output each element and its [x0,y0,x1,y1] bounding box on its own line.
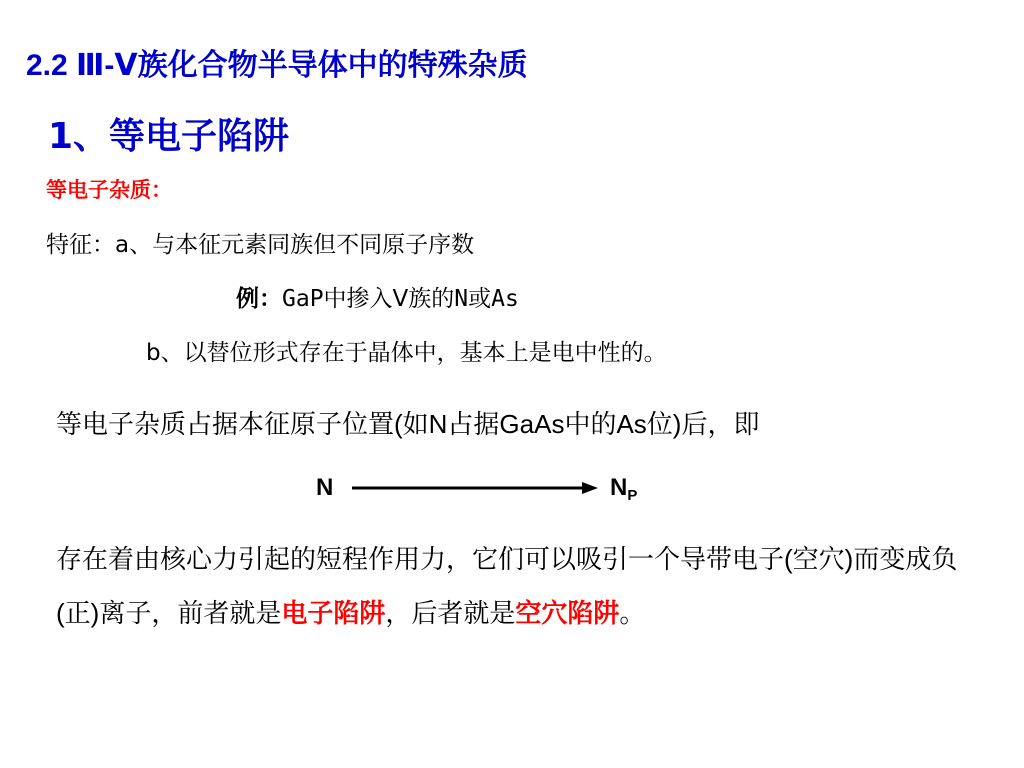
example-text: GaP中掺入Ⅴ族的N或As [282,286,519,312]
example-line [236,280,519,313]
electron-trap-highlight: 电子陷阱 [281,598,386,628]
feature-a: 特征：a、与本征元素同族但不同原子序数 [46,232,475,258]
feature-b: b、以替位形式存在于晶体中，基本上是电中性的。 [146,340,667,366]
section-subtitle: 1、等电子陷阱 [48,116,290,157]
paragraph-1: 等电子杂质占据本征原子位置(如N占据GaAs中的As位)后，即 [56,409,760,439]
reaction-to-symbol: N [610,474,628,501]
paragraph-2-part3: 。 [619,598,646,628]
paragraph-2 [56,532,986,640]
reaction-to-subscript: P [627,487,638,504]
hole-trap-highlight: 空穴陷阱 [515,598,620,628]
paragraph-2-part2: ，后者就是 [385,598,516,628]
isoelectronic-heading: 等电子杂质： [46,178,172,202]
reaction-arrow-icon [350,478,600,498]
example-label: 例： [236,286,282,312]
reaction-to [610,474,637,504]
reaction-from: N [316,474,334,501]
slide-title: 2.2 Ⅲ-Ⅴ族化合物半导体中的特殊杂质 [26,49,528,82]
paragraph-2-part1: 存在着由核心力引起的短程作用力，它们可以吸引一个导带电子(空穴)而变成负(正)离子，前者就是 [56,544,958,628]
